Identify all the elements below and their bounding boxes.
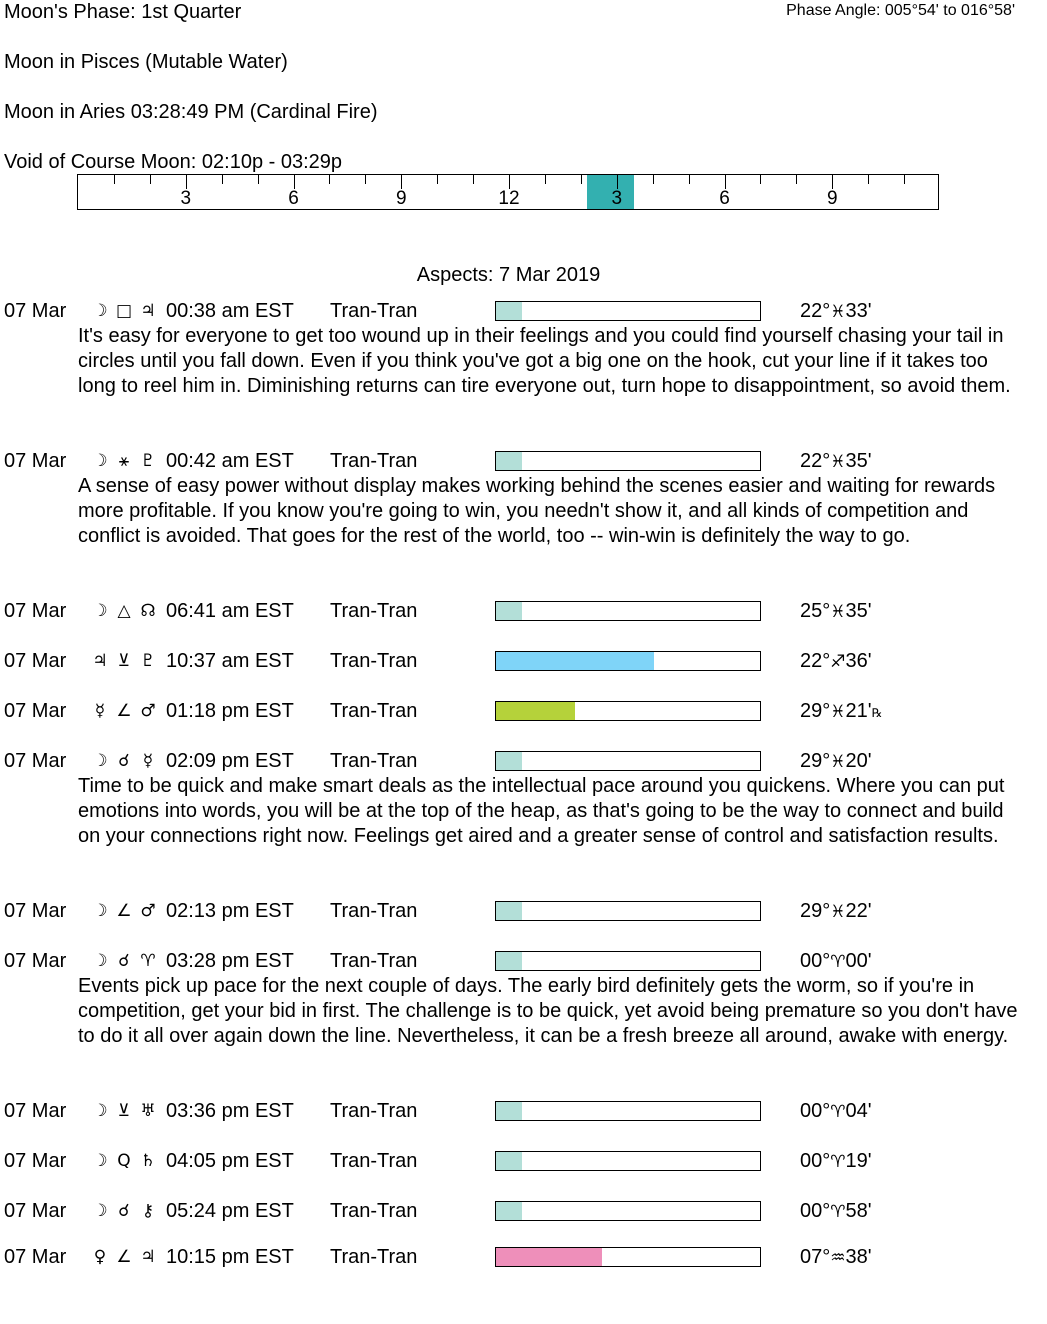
aspect-date: 07 Mar — [4, 300, 67, 322]
planet-2-icon: ☊ — [140, 601, 156, 621]
aspect-position — [800, 1199, 872, 1225]
aspect-glyphs — [88, 1149, 160, 1173]
aspect-strength-fill — [496, 602, 522, 620]
planet-2-icon: ⚷ — [141, 1201, 155, 1221]
aspect-strength-bar — [495, 751, 761, 771]
aspect-strength-bar — [495, 1101, 761, 1121]
aspect-date: 07 Mar — [4, 1200, 67, 1222]
position-degrees: 07° — [800, 1246, 831, 1268]
aspect-glyphs — [88, 1199, 160, 1223]
aspect-position — [800, 749, 872, 775]
aspect-time: 03:36 pm EST — [166, 1100, 294, 1122]
position-minutes: 21' — [845, 700, 872, 722]
position-degrees: 22° — [800, 450, 831, 472]
aspect-type: Tran-Tran — [330, 950, 418, 972]
aspect-icon: ⊻ — [117, 1101, 131, 1121]
position-degrees: 00° — [800, 950, 831, 972]
aspect-strength-bar — [495, 601, 761, 621]
position-degrees: 29° — [800, 750, 831, 772]
aspect-icon: ∠ — [116, 901, 132, 921]
planet-2-icon: ♄ — [140, 1151, 156, 1171]
aspect-strength-bar — [495, 301, 761, 321]
timeline-tick — [222, 175, 223, 184]
timeline-tick — [545, 175, 546, 184]
timeline-tick — [401, 175, 402, 189]
zodiac-sign-icon: ♈ — [830, 1102, 846, 1122]
aspect-description: Events pick up pace for the next couple of days. The early bird definitely gets the worm, so if you're in competition, get your bid in first. The challenge is to be quick, yet avoid being premature so you don't have to do it all over again down the line. Nevertheless, it can be a fresh breeze all around, awake with energy. — [78, 975, 1018, 1047]
timeline-tick — [150, 175, 151, 184]
aspect-glyphs — [88, 649, 160, 673]
aspect-glyphs — [88, 749, 160, 773]
planet-2-icon: ♇ — [140, 451, 156, 471]
aspect-date: 07 Mar — [4, 950, 67, 972]
moon-phase: Moon's Phase: 1st Quarter — [4, 1, 242, 23]
aspect-time: 01:18 pm EST — [166, 700, 294, 722]
aspect-glyphs — [88, 899, 160, 923]
aspect-icon: ∠ — [116, 701, 132, 721]
aspect-time: 05:24 pm EST — [166, 1200, 294, 1222]
timeline-label: 12 — [498, 188, 520, 209]
planet-1-icon: ♃ — [92, 651, 108, 671]
aspect-icon: Q — [117, 1151, 131, 1171]
aspect-strength-bar — [495, 451, 761, 471]
aspect-glyphs — [88, 949, 160, 973]
timeline-tick — [617, 175, 618, 189]
position-degrees: 29° — [800, 900, 831, 922]
aspect-icon: ☌ — [118, 1201, 130, 1221]
planet-1-icon: ☽ — [92, 901, 108, 921]
timeline-tick — [437, 175, 438, 184]
aspect-type: Tran-Tran — [330, 300, 418, 322]
aspect-type: Tran-Tran — [330, 600, 418, 622]
void-timeline — [77, 174, 939, 210]
aspect-glyphs — [88, 299, 160, 323]
timeline-label: 6 — [288, 188, 299, 209]
moon-sign: Moon in Pisces (Mutable Water) — [4, 51, 288, 73]
aspect-strength-fill — [496, 452, 522, 470]
aspect-strength-fill — [496, 1152, 522, 1170]
aspect-position — [800, 1149, 872, 1175]
planet-1-icon: ☽ — [92, 601, 108, 621]
aspect-position — [800, 649, 872, 675]
timeline-tick — [760, 175, 761, 184]
aspect-time: 10:15 pm EST — [166, 1246, 294, 1268]
zodiac-sign-icon: ♒ — [830, 1248, 846, 1268]
planet-2-icon: ♂ — [140, 701, 156, 721]
aspect-date: 07 Mar — [4, 450, 67, 472]
timeline-tick — [473, 175, 474, 184]
aspect-time: 02:13 pm EST — [166, 900, 294, 922]
void-highlight — [587, 175, 634, 209]
aspect-icon: ∠ — [116, 1247, 132, 1267]
position-minutes: 35' — [845, 600, 872, 622]
zodiac-sign-icon: ♈ — [830, 1152, 846, 1172]
zodiac-sign-icon: ♓ — [830, 902, 846, 922]
position-minutes: 36' — [845, 650, 872, 672]
aspect-description: Time to be quick and make smart deals as the intellectual pace around you quickens. Where you can put emotions into words, you will be at the top of the heap, as that's going to be the way to connect and build on your connections right now. Feelings get aired and a greater sense of control and satisfaction results. — [78, 775, 1005, 847]
aspect-date: 07 Mar — [4, 1100, 67, 1122]
aspect-strength-fill — [496, 1202, 522, 1220]
aspect-type: Tran-Tran — [330, 450, 418, 472]
planet-1-icon: ☽ — [92, 751, 108, 771]
position-degrees: 00° — [800, 1200, 831, 1222]
zodiac-sign-icon: ♐ — [830, 652, 846, 672]
planet-2-icon: ♃ — [140, 301, 156, 321]
zodiac-sign-icon: ♈ — [830, 952, 846, 972]
zodiac-sign-icon: ♓ — [830, 752, 846, 772]
aspect-strength-bar — [495, 901, 761, 921]
timeline-tick — [581, 175, 582, 184]
timeline-tick — [868, 175, 869, 184]
aspect-position — [800, 1245, 872, 1271]
aspect-time: 04:05 pm EST — [166, 1150, 294, 1172]
aspect-type: Tran-Tran — [330, 1100, 418, 1122]
zodiac-sign-icon: ♈ — [830, 1202, 846, 1222]
planet-2-icon: ♂ — [140, 901, 156, 921]
timeline-label: 9 — [395, 188, 407, 209]
timeline-label: 3 — [611, 188, 623, 209]
position-minutes: 22' — [845, 900, 872, 922]
planet-1-icon: ☽ — [92, 1201, 108, 1221]
aspect-icon: △ — [117, 601, 131, 621]
aspect-icon: ☌ — [118, 951, 130, 971]
aspect-strength-fill — [496, 1248, 602, 1266]
aspect-date: 07 Mar — [4, 1150, 67, 1172]
timeline-tick — [294, 175, 295, 189]
aspect-glyphs — [88, 599, 160, 623]
aspect-time: 03:28 pm EST — [166, 950, 294, 972]
timeline-tick — [725, 175, 726, 189]
aspect-icon: ☌ — [118, 751, 130, 771]
timeline-tick — [258, 175, 259, 184]
position-minutes: 00' — [845, 950, 872, 972]
position-minutes: 04' — [845, 1100, 872, 1122]
aspect-strength-bar — [495, 1247, 761, 1267]
aspect-time: 02:09 pm EST — [166, 750, 294, 772]
aspect-date: 07 Mar — [4, 650, 67, 672]
position-degrees: 00° — [800, 1150, 831, 1172]
timeline-tick — [832, 175, 833, 189]
aspect-date: 07 Mar — [4, 700, 67, 722]
timeline-label: 6 — [719, 188, 730, 209]
timeline-tick — [653, 175, 654, 184]
timeline-label: 3 — [180, 188, 192, 209]
aspect-position — [800, 699, 882, 725]
aspect-type: Tran-Tran — [330, 650, 418, 672]
aspect-type: Tran-Tran — [330, 1150, 418, 1172]
zodiac-sign-icon: ♓ — [830, 302, 846, 322]
aspect-strength-bar — [495, 1151, 761, 1171]
aspect-strength-bar — [495, 951, 761, 971]
aspect-position — [800, 949, 872, 975]
aspect-glyphs — [88, 699, 160, 723]
aspect-strength-fill — [496, 902, 522, 920]
timeline-tick — [186, 175, 187, 189]
zodiac-sign-icon: ♓ — [830, 602, 846, 622]
aspect-type: Tran-Tran — [330, 700, 418, 722]
position-minutes: 20' — [845, 750, 872, 772]
zodiac-sign-icon: ♓ — [830, 702, 846, 722]
aspect-strength-bar — [495, 701, 761, 721]
aspect-date: 07 Mar — [4, 1246, 67, 1268]
timeline-tick — [365, 175, 366, 184]
position-minutes: 35' — [845, 450, 872, 472]
zodiac-sign-icon: ♓ — [830, 452, 846, 472]
aspect-description: A sense of easy power without display makes working behind the scenes easier and waiting for rewards more profitable. If you know you're going to win, you needn't show it, and all kinds of competition and conflict is avoided. That goes for the rest of the world, too -- win-win is definitely the way to go. — [78, 475, 996, 547]
aspect-strength-fill — [496, 652, 654, 670]
aspect-glyphs — [88, 1099, 160, 1123]
retrograde-icon: ℞ — [871, 706, 883, 720]
aspect-strength-bar — [495, 1201, 761, 1221]
timeline-tick — [904, 175, 905, 184]
position-degrees: 22° — [800, 300, 831, 322]
position-minutes: 33' — [845, 300, 872, 322]
aspect-time: 10:37 am EST — [166, 650, 294, 672]
position-degrees: 00° — [800, 1100, 831, 1122]
aspect-type: Tran-Tran — [330, 750, 418, 772]
aspect-position — [800, 1099, 872, 1125]
void-of-course: Void of Course Moon: 02:10p - 03:29p — [4, 151, 343, 173]
position-degrees: 29° — [800, 700, 831, 722]
aspect-icon: ⊻ — [117, 651, 131, 671]
aspect-glyphs — [88, 449, 160, 473]
aspect-description: It's easy for everyone to get too wound up in their feelings and you could find yourself chasing your tail in circles until you fall down. Even if you think you've got a big one on the hook, cut your line if it takes too long to reel him in. Diminishing returns can tire everyone out, turn hope to disappointment, so avoid them. — [78, 325, 1011, 397]
planet-1-icon: ☽ — [92, 951, 108, 971]
planet-1-icon: ☿ — [94, 701, 106, 721]
timeline-tick — [114, 175, 115, 184]
timeline-tick — [509, 175, 510, 189]
position-minutes: 58' — [845, 1200, 872, 1222]
timeline-tick — [329, 175, 330, 184]
aspect-time: 00:38 am EST — [166, 300, 294, 322]
aspect-strength-bar — [495, 651, 761, 671]
phase-angle: Phase Angle: 005°54' to 016°58' — [786, 2, 1015, 19]
aspect-time: 06:41 am EST — [166, 600, 294, 622]
aspect-icon: □ — [115, 301, 133, 321]
timeline-tick — [689, 175, 690, 184]
aspect-type: Tran-Tran — [330, 900, 418, 922]
position-minutes: 38' — [845, 1246, 872, 1268]
aspect-strength-fill — [496, 752, 522, 770]
planet-2-icon: ♃ — [140, 1247, 156, 1267]
aspect-date: 07 Mar — [4, 750, 67, 772]
aspect-strength-fill — [496, 952, 522, 970]
aspect-position — [800, 449, 872, 475]
planet-1-icon: ☽ — [92, 1151, 108, 1171]
planet-2-icon: ☿ — [142, 751, 154, 771]
position-degrees: 25° — [800, 600, 831, 622]
aspect-position — [800, 899, 872, 925]
planet-1-icon: ☽ — [92, 1101, 108, 1121]
aspects-title: Aspects: 7 Mar 2019 — [416, 264, 601, 286]
timeline-tick — [796, 175, 797, 184]
planet-1-icon: ♀ — [93, 1247, 107, 1267]
aspect-date: 07 Mar — [4, 600, 67, 622]
aspect-date: 07 Mar — [4, 900, 67, 922]
aspect-strength-fill — [496, 1102, 522, 1120]
planet-2-icon: ♇ — [140, 651, 156, 671]
planet-2-icon: ♈ — [140, 951, 156, 971]
aspect-type: Tran-Tran — [330, 1246, 418, 1268]
moon-ingress: Moon in Aries 03:28:49 PM (Cardinal Fire) — [4, 101, 378, 123]
position-minutes: 19' — [845, 1150, 872, 1172]
aspect-strength-fill — [496, 302, 522, 320]
aspect-position — [800, 299, 872, 325]
aspect-icon: ⚹ — [118, 451, 130, 471]
planet-1-icon: ☽ — [92, 301, 108, 321]
timeline-label: 9 — [826, 188, 838, 209]
aspect-strength-fill — [496, 702, 575, 720]
aspect-time: 00:42 am EST — [166, 450, 294, 472]
position-degrees: 22° — [800, 650, 831, 672]
aspect-position — [800, 599, 872, 625]
planet-1-icon: ☽ — [92, 451, 108, 471]
aspect-type: Tran-Tran — [330, 1200, 418, 1222]
aspect-glyphs — [88, 1245, 160, 1269]
planet-2-icon: ♅ — [140, 1101, 156, 1121]
